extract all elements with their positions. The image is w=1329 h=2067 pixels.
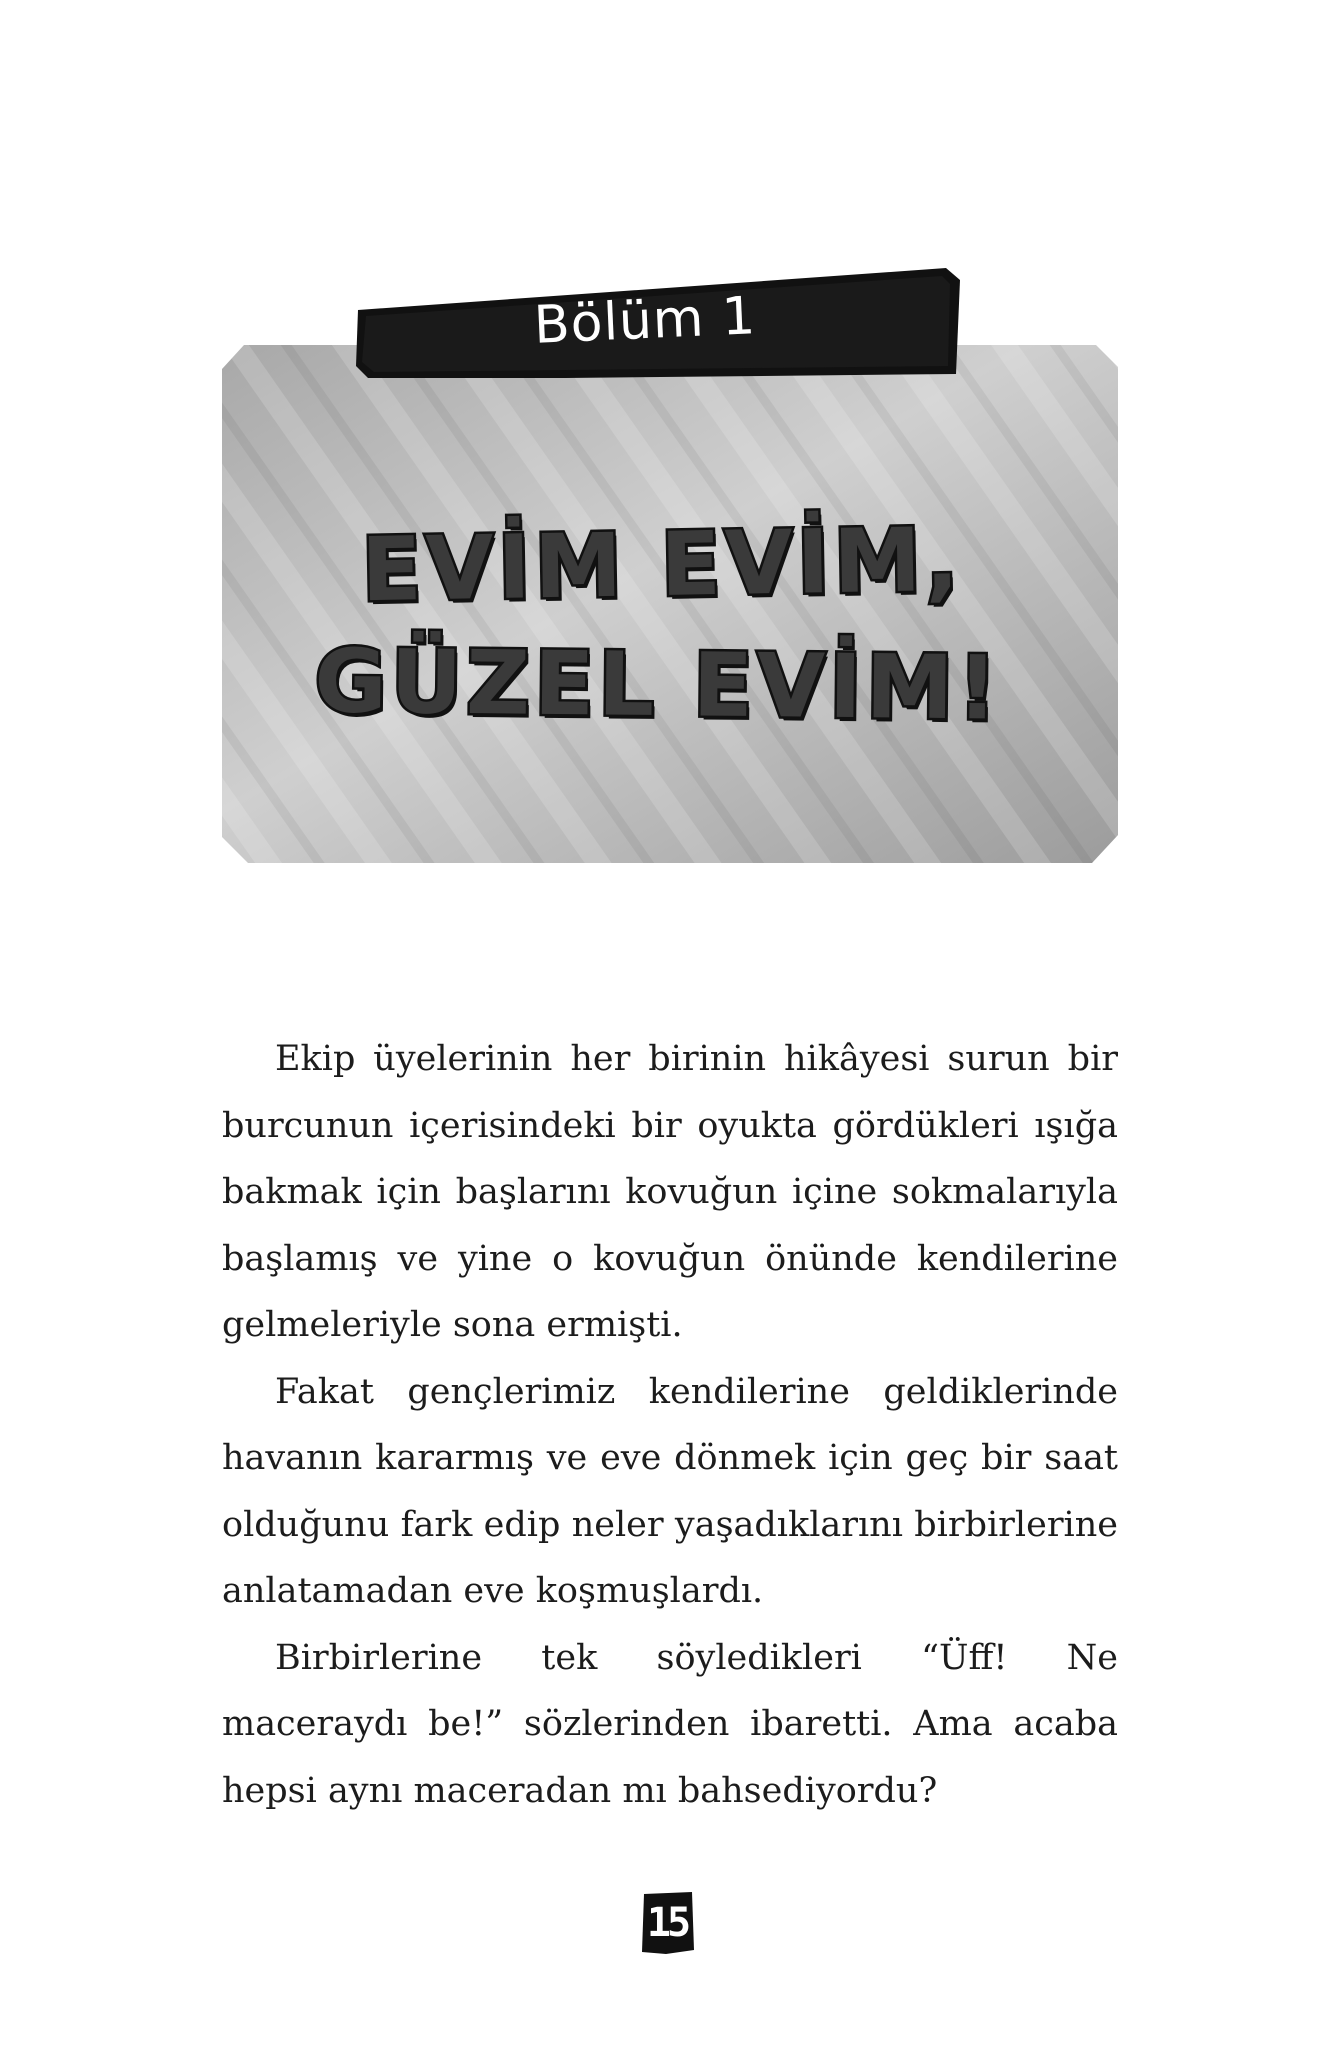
chapter-number-label: Bölüm 1 (532, 286, 758, 356)
chapter-title-line-1: EVİM EVİM, (360, 507, 964, 622)
chapter-title (222, 505, 1118, 745)
page-number: 15 (646, 1900, 688, 1946)
chapter-body-text (222, 1026, 1118, 1824)
page-number-badge (638, 1890, 696, 1956)
chapter-title-line-2: GÜZEL EVİM! (313, 629, 1003, 740)
body-paragraph: Birbirlerine tek söyledikleri “Üff! Ne maceraydı be!” sözlerinden ibaretti. Ama acaba hepsi aynı maceradan mı bahsediyordu? (222, 1637, 1118, 1811)
body-paragraph: Ekip üyelerinin her birinin hikâyesi surun bir burcunun içerisindeki bir oyukta gördükleri ışığa bakmak için başlarını kovuğun içine sokmalarıyla başlamış ve yine o kovuğun önünde kendilerine gelmeleriyle sona ermişti. (222, 1039, 1118, 1345)
body-paragraph: Fakat gençlerimiz kendilerine geldiklerinde havanın kararmış ve eve dönmek için geç bir saat olduğunu fark edip neler yaşadıklarını birbirlerine anlatamadan eve koşmuşlardı. (222, 1371, 1118, 1611)
chapter-label-tab (350, 268, 960, 378)
